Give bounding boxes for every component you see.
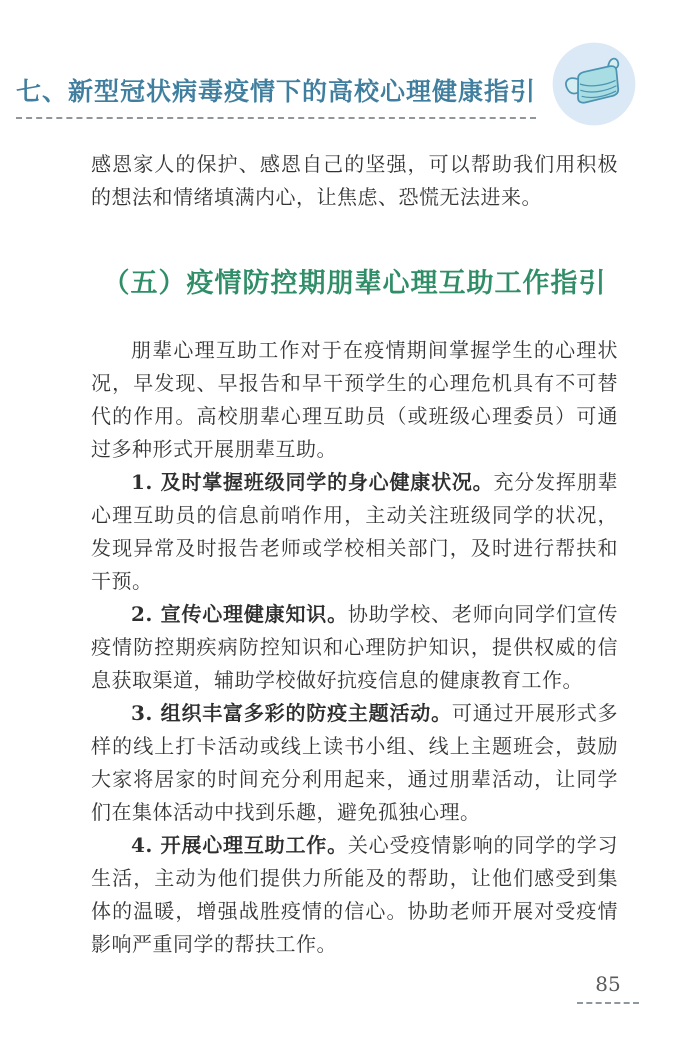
page-number: 85 bbox=[595, 972, 621, 996]
list-item bbox=[91, 829, 618, 961]
list-item-body: 协助学校、老师向同学们宣传疫情防控期疾病防控知识和心理防护知识，提供权威的信息获取渠道，辅助学校做好抗疫信息的健康教育工作。 bbox=[91, 602, 619, 692]
page-footer bbox=[574, 972, 642, 1004]
chapter-title: 七、新型冠状病毒疫情下的高校心理健康指引 bbox=[15, 76, 536, 106]
face-mask-icon bbox=[550, 40, 638, 128]
intro-paragraph: 感恩家人的保护、感恩自己的坚强，可以帮助我们用积极的想法和情绪填满内心，让焦虑、恐慌无法进来。 bbox=[91, 152, 618, 209]
list-item-label: 3. 组织丰富多彩的防疫主题活动。 bbox=[131, 701, 452, 725]
chapter-title-block bbox=[16, 50, 536, 119]
footer-dashed-rule bbox=[577, 1002, 639, 1004]
list-item-label: 1. 及时掌握班级同学的身心健康状况。 bbox=[131, 470, 494, 494]
text-column bbox=[91, 148, 618, 961]
lead-paragraph: 朋辈心理互助工作对于在疫情期间掌握学生的心理状况，早发现、早报告和早干预学生的心理危机具有不可替代的作用。高校朋辈心理互助员（或班级心理委员）可通过多种形式开展朋辈互助。 bbox=[91, 338, 618, 461]
chapter-header bbox=[0, 40, 638, 128]
header-dashed-rule bbox=[16, 117, 536, 119]
list-item-label: 2. 宣传心理健康知识。 bbox=[131, 602, 348, 626]
list-item-body: 可通过开展形式多样的线上打卡活动或线上读书小组、线上主题班会，鼓励大家将居家的时间充分利用起来，通过朋辈活动，让同学们在集体活动中找到乐趣，避免孤独心理。 bbox=[91, 701, 619, 824]
list-item-body: 关心受疫情影响的同学的学习生活，主动为他们提供力所能及的帮助，让他们感受到集体的温暖，增强战胜疫情的信心。协助老师开展对受疫情影响严重同学的帮扶工作。 bbox=[91, 833, 619, 956]
list-item bbox=[91, 598, 618, 697]
list-item-label: 4. 开展心理互助工作。 bbox=[131, 833, 348, 857]
list-item-body: 充分发挥朋辈心理互助员的信息前哨作用，主动关注班级同学的状况，发现异常及时报告老师或学校相关部门，及时进行帮扶和干预。 bbox=[91, 470, 619, 593]
list-item bbox=[91, 466, 618, 598]
list-item bbox=[91, 697, 618, 829]
section-heading: （五）疫情防控期朋辈心理互助工作指引 bbox=[102, 268, 607, 299]
